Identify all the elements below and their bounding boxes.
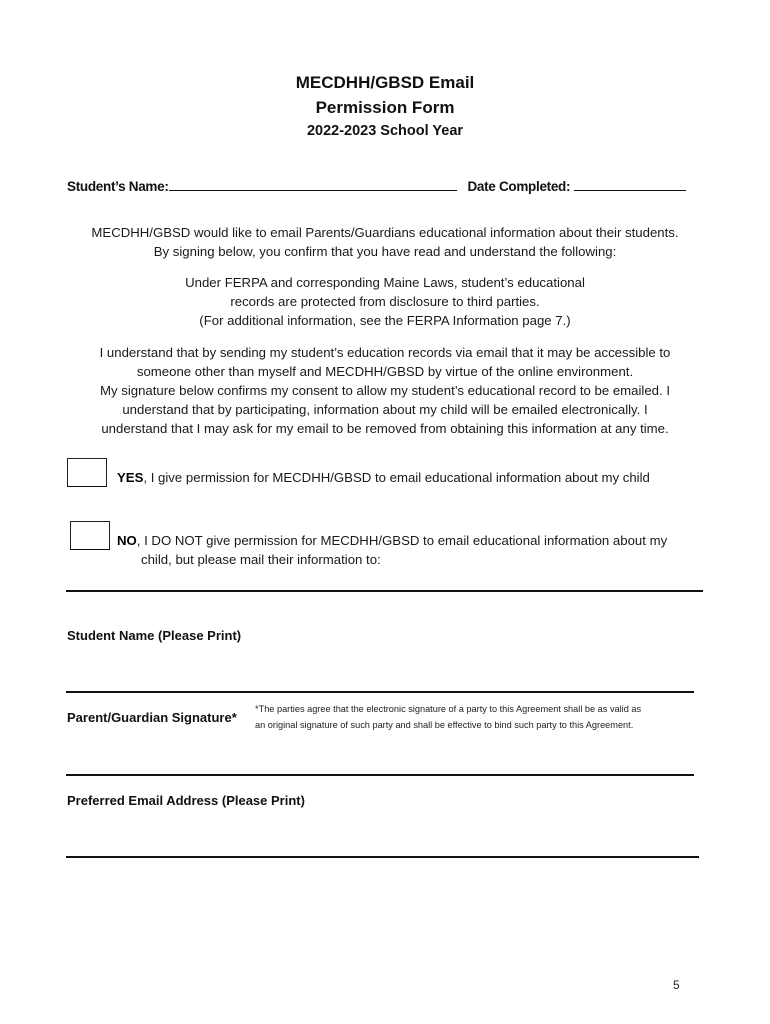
no-option-text: [117, 533, 667, 548]
student-name-print-line[interactable]: [66, 691, 694, 693]
esign-note-line: *The parties agree that the electronic signature of a party to this Agreement shall be as valid as: [255, 704, 642, 714]
esign-note-line: an original signature of such party and shall be effective to bind such party to this Agreement.: [255, 720, 634, 730]
consent-paragraph: [0, 343, 770, 438]
ferpa-line: (For additional information, see the FERPA Information page 7.): [199, 313, 571, 328]
preferred-email-label: Preferred Email Address (Please Print): [67, 793, 305, 808]
ferpa-paragraph: [0, 273, 770, 330]
form-title: MECDHH/GBSD Email: [295, 73, 475, 92]
no-label: NO: [117, 533, 137, 548]
intro-line: By signing below, you confirm that you have read and understand the following:: [153, 244, 617, 259]
consent-line: understand that by participating, information about my child will be emailed electronically. I: [122, 402, 648, 417]
esign-note: [255, 701, 641, 733]
no-option-text-continued: child, but please mail their information to:: [141, 552, 381, 567]
yes-label: YES: [117, 470, 144, 485]
preferred-email-line[interactable]: [66, 856, 699, 858]
consent-line: My signature below confirms my consent to allow my student’s educational record to be emailed. I: [99, 383, 671, 398]
intro-paragraph: [0, 223, 770, 261]
student-name-label: Student’s Name:: [67, 179, 169, 194]
no-description: , I DO NOT give permission for MECDHH/GBSD to email educational information about my: [136, 533, 668, 548]
consent-line: I understand that by sending my student’s education records via email that it may be accessible to: [99, 345, 671, 360]
yes-option-text: [117, 470, 650, 485]
page-number: 5: [673, 978, 680, 992]
parent-signature-line[interactable]: [66, 774, 694, 776]
date-completed-line[interactable]: [574, 176, 686, 191]
parent-signature-label: Parent/Guardian Signature*: [67, 710, 237, 725]
intro-line: MECDHH/GBSD would like to email Parents/Guardians educational information about their students.: [91, 225, 679, 240]
student-date-row: [67, 176, 686, 194]
ferpa-line: records are protected from disclosure to third parties.: [230, 294, 540, 309]
mailing-address-line[interactable]: [66, 590, 703, 592]
yes-description: , I give permission for MECDHH/GBSD to email educational information about my child: [143, 470, 650, 485]
consent-line: understand that I may ask for my email to be removed from obtaining this information at any time.: [101, 421, 669, 436]
ferpa-line: Under FERPA and corresponding Maine Laws, student’s educational: [185, 275, 585, 290]
form-subtitle: Permission Form: [315, 98, 455, 117]
consent-line: someone other than myself and MECDHH/GBSD by virtue of the online environment.: [136, 364, 634, 379]
school-year: 2022-2023 School Year: [306, 123, 464, 139]
no-checkbox[interactable]: [70, 521, 110, 550]
student-name-line[interactable]: [169, 176, 457, 191]
date-completed-label: Date Completed:: [467, 179, 571, 194]
yes-checkbox[interactable]: [67, 458, 107, 487]
student-name-print-label: Student Name (Please Print): [67, 628, 242, 643]
